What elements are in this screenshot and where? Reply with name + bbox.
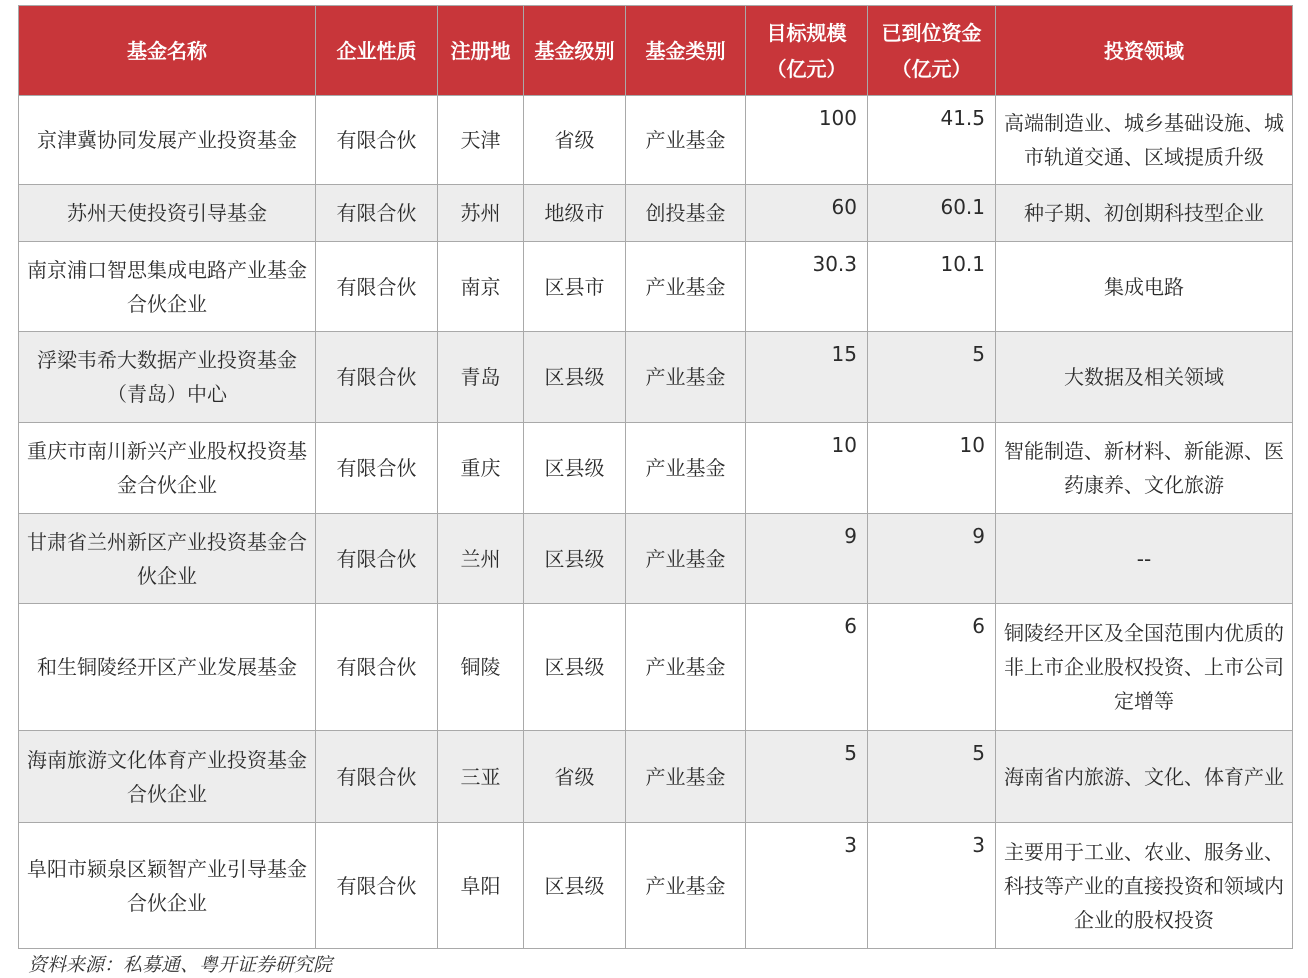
table-header-row	[19, 6, 1293, 96]
header-fund-name: 基金名称	[19, 6, 316, 96]
level-cell: 区县级	[524, 514, 626, 604]
field-cell: 高端制造业、城乡基础设施、城市轨道交通、区域提质升级	[996, 96, 1293, 185]
nature-cell: 有限合伙	[316, 185, 438, 242]
header-target: 目标规模 （亿元）	[746, 6, 868, 96]
header-funded: 已到位资金 （亿元）	[868, 6, 996, 96]
fund-name-cell: 和生铜陵经开区产业发展基金	[19, 604, 316, 731]
table-row	[19, 185, 1293, 242]
nature-cell: 有限合伙	[316, 423, 438, 514]
target-cell: 100	[746, 96, 868, 185]
place-cell: 南京	[438, 242, 524, 332]
nature-cell: 有限合伙	[316, 604, 438, 731]
table-row	[19, 242, 1293, 332]
field-cell: 种子期、初创期科技型企业	[996, 185, 1293, 242]
category-cell: 产业基金	[626, 332, 746, 423]
table-row	[19, 96, 1293, 185]
fund-name-cell: 苏州天使投资引导基金	[19, 185, 316, 242]
level-cell: 区县市	[524, 242, 626, 332]
category-cell: 产业基金	[626, 242, 746, 332]
source-note: 资料来源：私募通、粤开证券研究院	[28, 954, 333, 976]
place-cell: 重庆	[438, 423, 524, 514]
header-place: 注册地	[438, 6, 524, 96]
target-cell: 6	[746, 604, 868, 731]
field-cell: 智能制造、新材料、新能源、医药康养、文化旅游	[996, 423, 1293, 514]
category-cell: 产业基金	[626, 423, 746, 514]
level-cell: 区县级	[524, 823, 626, 949]
field-cell: --	[996, 514, 1293, 604]
category-cell: 产业基金	[626, 731, 746, 823]
header-level: 基金级别	[524, 6, 626, 96]
place-cell: 阜阳	[438, 823, 524, 949]
target-cell: 15	[746, 332, 868, 423]
target-cell: 3	[746, 823, 868, 949]
fund-name-cell: 甘肃省兰州新区产业投资基金合伙企业	[19, 514, 316, 604]
header-field: 投资领域	[996, 6, 1293, 96]
level-cell: 区县级	[524, 332, 626, 423]
field-cell: 大数据及相关领域	[996, 332, 1293, 423]
fund-name-cell: 重庆市南川新兴产业股权投资基金合伙企业	[19, 423, 316, 514]
funded-cell: 5	[868, 731, 996, 823]
level-cell: 省级	[524, 731, 626, 823]
nature-cell: 有限合伙	[316, 731, 438, 823]
level-cell: 区县级	[524, 604, 626, 731]
nature-cell: 有限合伙	[316, 242, 438, 332]
category-cell: 产业基金	[626, 604, 746, 731]
field-cell: 铜陵经开区及全国范围内优质的非上市企业股权投资、上市公司定增等	[996, 604, 1293, 731]
funded-cell: 41.5	[868, 96, 996, 185]
field-cell: 海南省内旅游、文化、体育产业	[996, 731, 1293, 823]
target-cell: 5	[746, 731, 868, 823]
funded-cell: 3	[868, 823, 996, 949]
target-cell: 60	[746, 185, 868, 242]
nature-cell: 有限合伙	[316, 96, 438, 185]
place-cell: 三亚	[438, 731, 524, 823]
table-row	[19, 514, 1293, 604]
header-nature: 企业性质	[316, 6, 438, 96]
funded-cell: 5	[868, 332, 996, 423]
header-category: 基金类别	[626, 6, 746, 96]
fund-name-cell: 浮梁韦希大数据产业投资基金（青岛）中心	[19, 332, 316, 423]
fund-name-cell: 阜阳市颍泉区颖智产业引导基金合伙企业	[19, 823, 316, 949]
category-cell: 产业基金	[626, 514, 746, 604]
level-cell: 省级	[524, 96, 626, 185]
level-cell: 区县级	[524, 423, 626, 514]
target-cell: 10	[746, 423, 868, 514]
fund-table	[18, 5, 1293, 949]
target-cell: 30.3	[746, 242, 868, 332]
nature-cell: 有限合伙	[316, 514, 438, 604]
funded-cell: 10.1	[868, 242, 996, 332]
field-cell: 集成电路	[996, 242, 1293, 332]
category-cell: 产业基金	[626, 96, 746, 185]
table-row	[19, 823, 1293, 949]
funded-cell: 9	[868, 514, 996, 604]
place-cell: 兰州	[438, 514, 524, 604]
fund-name-cell: 南京浦口智思集成电路产业基金合伙企业	[19, 242, 316, 332]
place-cell: 天津	[438, 96, 524, 185]
table-row	[19, 731, 1293, 823]
category-cell: 产业基金	[626, 823, 746, 949]
field-cell: 主要用于工业、农业、服务业、科技等产业的直接投资和领域内企业的股权投资	[996, 823, 1293, 949]
nature-cell: 有限合伙	[316, 823, 438, 949]
table-row	[19, 423, 1293, 514]
place-cell: 青岛	[438, 332, 524, 423]
place-cell: 铜陵	[438, 604, 524, 731]
funded-cell: 6	[868, 604, 996, 731]
target-cell: 9	[746, 514, 868, 604]
table-row	[19, 332, 1293, 423]
funded-cell: 60.1	[868, 185, 996, 242]
funded-cell: 10	[868, 423, 996, 514]
table-row	[19, 604, 1293, 731]
fund-name-cell: 海南旅游文化体育产业投资基金合伙企业	[19, 731, 316, 823]
place-cell: 苏州	[438, 185, 524, 242]
level-cell: 地级市	[524, 185, 626, 242]
category-cell: 创投基金	[626, 185, 746, 242]
nature-cell: 有限合伙	[316, 332, 438, 423]
fund-name-cell: 京津冀协同发展产业投资基金	[19, 96, 316, 185]
